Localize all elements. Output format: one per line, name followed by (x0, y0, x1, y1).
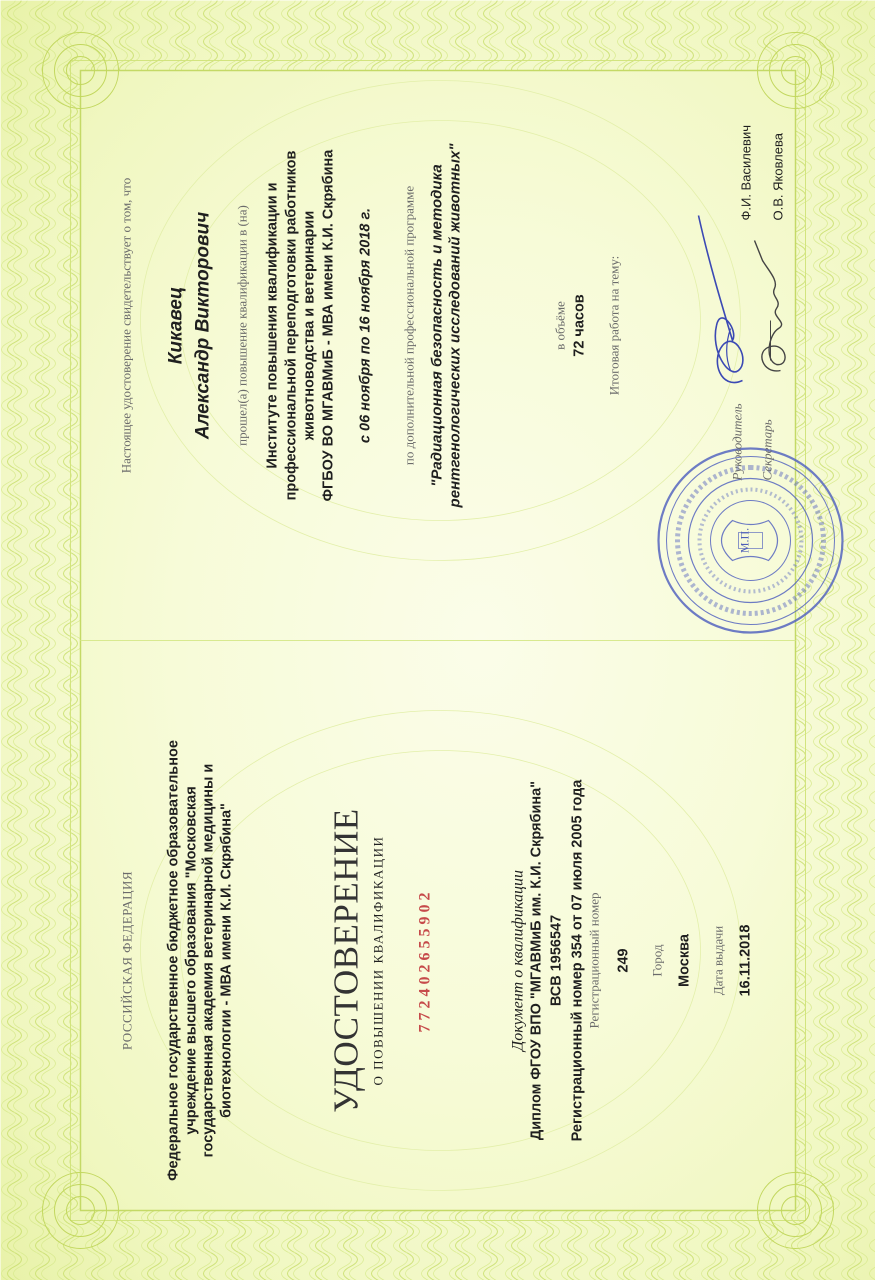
stamp-mp-label: М.П. (737, 527, 751, 553)
city-label: Город (649, 943, 664, 977)
institution-line: профессиональной переподготовки работников (282, 150, 299, 500)
institution-line: животноводства и ветеринарии (301, 210, 317, 440)
training-institution (263, 30, 337, 620)
country-name: РОССИЙСКАЯ ФЕДЕРАЦИЯ (119, 870, 134, 1050)
volume-label: в объёме (552, 300, 567, 350)
passed-text: прошел(а) повышение квалификации в (на) (234, 204, 249, 446)
holder-surname: Кикавец (165, 286, 186, 364)
volume-value: 72 часов (571, 293, 587, 357)
final-work-label: Итоговая работа на тему: (606, 255, 621, 395)
qualification-doc-label: Документ о квалификации (509, 869, 526, 1051)
reg-number-value: 249 (615, 947, 631, 973)
city-value: Москва (676, 933, 692, 987)
program-label: по дополнительной профессиональной программе (401, 185, 416, 465)
qualification-doc-reg: Регистрационный номер 354 от 07 июля 2005 года (569, 779, 585, 1141)
institution-line: ФГБОУ ВО МГАВМиБ - МВА имени К.И. Скрябина (319, 149, 336, 501)
issuer-line: биотехнологии - МВА имени К.И. Скрябина" (217, 802, 234, 1118)
reg-number-label: Регистрационный номер (586, 892, 601, 1028)
document-subtitle: О ПОВЫШЕНИИ КВАЛИФИКАЦИИ (370, 835, 385, 1085)
training-period: с 06 ноября по 16 ноября 2018 г. (357, 207, 373, 443)
issuer-line: государственная академия ветеринарной медицины и (200, 763, 216, 1157)
program-line: "Радиационная безопасность и методика (428, 163, 445, 487)
program-title (428, 30, 464, 620)
issuer-organization (165, 680, 235, 1240)
secretary-name: О.В. Яковлева (770, 132, 785, 220)
qualification-doc-diploma: Диплом ФГОУ ВПО "МГАВМиБ им. К.И. Скрябина" (528, 780, 544, 1140)
serial-number: 772402655902 (416, 888, 433, 1032)
head-role-label: Руководитель (729, 402, 744, 480)
issuer-line: Федеральное государственное бюджетное образовательное (165, 739, 181, 1181)
program-line: рентгенологических исследований животных" (446, 143, 463, 507)
document-title: УДОСТОВЕРЕНИЕ (326, 807, 365, 1113)
secretary-signature (740, 230, 800, 380)
holder-name: Александр Викторович (192, 211, 213, 439)
qualification-doc-series: ВСВ 1956547 (548, 914, 564, 1006)
issue-date-value: 16.11.2018 (737, 924, 753, 996)
head-name: Ф.И. Василевич (738, 124, 753, 220)
intro-text: Настоящее удостоверение свидетельствует о том, что (118, 177, 133, 473)
institution-line: Институте повышения квалификации и (264, 181, 280, 469)
issue-date-label: Дата выдачи (710, 925, 725, 995)
secretary-role-label: Секретарь (759, 418, 774, 480)
issuer-line: учреждение высшего образования "Московская (182, 785, 199, 1135)
